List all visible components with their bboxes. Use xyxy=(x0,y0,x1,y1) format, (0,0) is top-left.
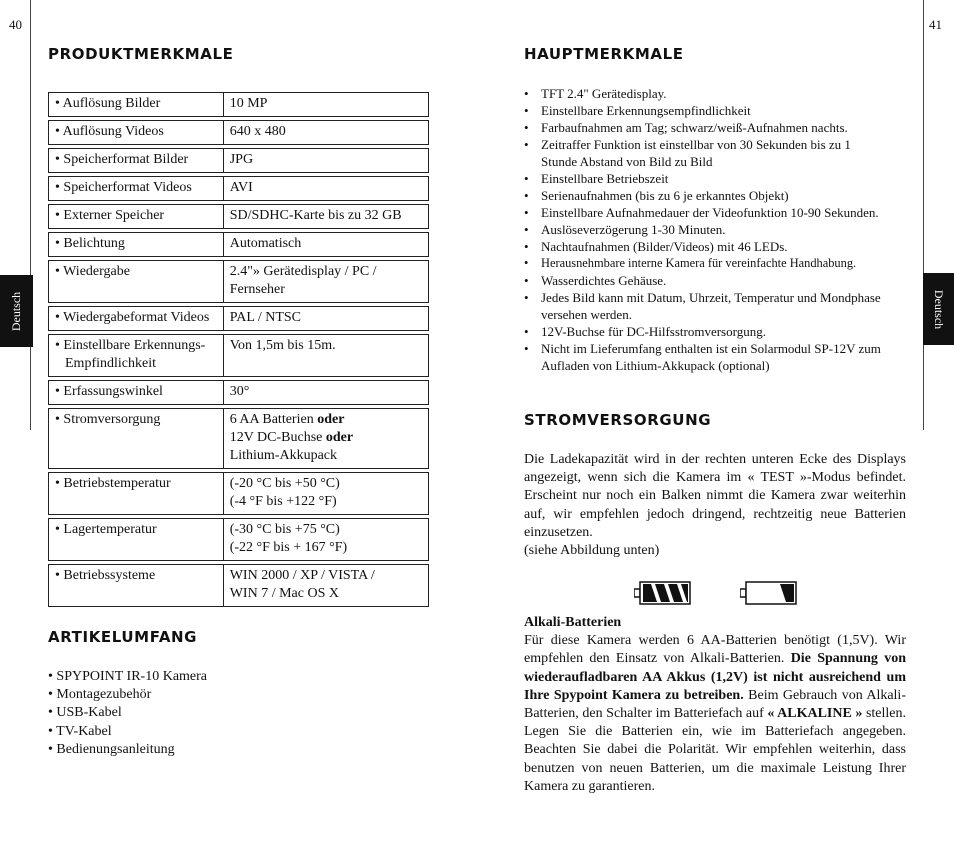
spec-value-text: (-30 °C bis +75 °C) xyxy=(229,522,340,537)
list-item: • Zeitraffer Funktion ist einstellbar von 30 Sekunden bis zu 1 Stunde Abstand von Bild zu Bild xyxy=(524,136,890,170)
spec-value-text: Von 1,5m bis 15m. xyxy=(229,338,336,353)
spec-value xyxy=(223,334,429,377)
spec-label-text: • Erfassungswinkel xyxy=(55,384,163,399)
spec-label xyxy=(48,518,223,561)
list-item: • Einstellbare Aufnahmedauer der Videofunktion 10-90 Sekunden. xyxy=(524,204,890,221)
list-item: • Einstellbare Erkennungsempfindlichkeit xyxy=(524,102,890,119)
spec-value xyxy=(223,92,429,117)
list-item: • Herausnehmbare interne Kamera für vereinfachte Handhabung. xyxy=(524,255,890,272)
spec-label-text: • Betriebssysteme xyxy=(55,568,156,583)
spec-value xyxy=(223,232,429,257)
spec-label-text: • Stromversorgung xyxy=(55,412,161,427)
spec-value-text: WIN 7 / Mac OS X xyxy=(229,586,339,601)
list-item: • Serienaufnahmen (bis zu 6 je erkanntes Objekt) xyxy=(524,187,890,204)
list-item: • Bedienungsanleitung xyxy=(48,741,175,757)
spec-label-text: • Externer Speicher xyxy=(55,208,165,223)
list-item: • Montagezubehör xyxy=(48,687,152,703)
spec-value-text: 12V DC-Buchse xyxy=(229,430,326,445)
spec-value-text: SD/SDHC-Karte bis zu 32 GB xyxy=(229,208,402,223)
table-row xyxy=(48,564,429,607)
alkaline-text-1: Für diese Kamera werden 6 AA-Batterien benötigt (1,5V). Wir empfehlen den Einsatz von Alkali-Batterien. xyxy=(524,633,906,667)
table-row xyxy=(48,260,429,303)
spec-label xyxy=(48,472,223,515)
power-heading: STROMVERSORGUNG xyxy=(524,411,712,429)
list-item: • Auslöseverzögerung 1-30 Minuten. xyxy=(524,221,890,238)
spec-value xyxy=(223,176,429,201)
spec-label xyxy=(48,232,223,257)
table-row xyxy=(48,92,429,117)
alkaline-paragraph xyxy=(524,614,906,796)
spec-label-text: • Wiedergabe xyxy=(55,264,130,279)
alkaline-warning: Die Spannung von wiederaufladbaren AA Akkus (1,2V) ist nicht ausreichend um Ihre Spypoint Kamera zu betreiben. xyxy=(524,651,906,703)
main-features-list xyxy=(524,85,890,374)
spec-value-text: (-20 °C bis +50 °C) xyxy=(229,476,340,491)
list-item: • USB-Kabel xyxy=(48,705,122,721)
list-item: • Nachtaufnahmen (Bilder/Videos) mit 46 LEDs. xyxy=(524,238,890,255)
table-row xyxy=(48,204,429,229)
list-item: • Wasserdichtes Gehäuse. xyxy=(524,272,890,289)
list-item: • Farbaufnahmen am Tag; schwarz/weiß-Aufnahmen nachts. xyxy=(524,119,890,136)
spec-value-text: Automatisch xyxy=(229,236,302,251)
table-row xyxy=(48,148,429,173)
main-features-heading: HAUPTMERKMALE xyxy=(524,45,684,63)
spec-value xyxy=(223,306,429,331)
spec-label-text: • Lagertemperatur xyxy=(55,522,157,537)
left-language-tab-label: Deutsch xyxy=(9,291,24,331)
right-page-number: 41 xyxy=(929,17,942,32)
right-language-tab xyxy=(923,273,954,345)
spec-value-text: 6 AA Batterien xyxy=(229,412,318,427)
spec-label xyxy=(48,148,223,173)
spec-value xyxy=(223,564,429,607)
left-language-tab xyxy=(0,275,33,347)
spec-value-text: JPG xyxy=(229,152,254,167)
spec-value xyxy=(223,148,429,173)
spec-label-text: • Speicherformat Bilder xyxy=(55,152,189,167)
spec-label-text: • Speicherformat Videos xyxy=(55,180,192,195)
spec-label xyxy=(48,260,223,303)
spec-value xyxy=(223,120,429,145)
spec-value-text: 10 MP xyxy=(229,96,268,111)
spec-value xyxy=(223,380,429,405)
spec-label xyxy=(48,306,223,331)
spec-value-text: (-22 °F bis + 167 °F) xyxy=(229,540,348,555)
spec-label xyxy=(48,120,223,145)
specs-table xyxy=(48,89,429,610)
spec-value xyxy=(223,472,429,515)
table-row xyxy=(48,120,429,145)
spec-label-text: • Auflösung Bilder xyxy=(55,96,161,111)
spec-value-emphasis: oder xyxy=(317,412,345,427)
alkaline-switch-label: « ALKALINE » xyxy=(767,706,863,722)
spec-label-text: • Wiedergabeformat Videos xyxy=(55,310,210,325)
spec-label-text: • Betriebstemperatur xyxy=(55,476,171,491)
table-row xyxy=(48,408,429,469)
table-row xyxy=(48,334,429,377)
table-row xyxy=(48,176,429,201)
list-item: • 12V-Buchse für DC-Hilfsstromversorgung. xyxy=(524,323,890,340)
right-margin-rule xyxy=(923,0,924,430)
list-item: • Nicht im Lieferumfang enthalten ist ein Solarmodul SP-12V zum Aufladen von Lithium-Akkupack (optional) xyxy=(524,340,890,374)
spec-label xyxy=(48,380,223,405)
power-note: (siehe Abbildung unten) xyxy=(524,543,660,559)
table-row xyxy=(48,472,429,515)
alkaline-heading: Alkali-Batterien xyxy=(524,615,622,630)
spec-label xyxy=(48,408,223,469)
battery-full-icon xyxy=(634,581,692,605)
spec-label-text: • Auflösung Videos xyxy=(55,124,164,139)
spec-value-text: PAL / NTSC xyxy=(229,310,302,325)
spec-label xyxy=(48,204,223,229)
left-margin-rule xyxy=(30,0,31,430)
left-page-number: 40 xyxy=(9,17,22,32)
table-row xyxy=(48,380,429,405)
table-row xyxy=(48,518,429,561)
spec-value xyxy=(223,518,429,561)
spec-value-text: WIN 2000 / XP / VISTA / xyxy=(229,568,375,583)
spec-label xyxy=(48,564,223,607)
spec-label xyxy=(48,92,223,117)
spec-label-text: • Einstellbare Erkennungs- Empfindlichkeit xyxy=(55,338,206,371)
alkaline-text-3: stellen. Legen Sie die Batterien ein, wie im Batteriefach angegeben. Beachten Sie dabei die Polarität. Wir empfehlen weiterhin, dass benutzen von neuen Batterien, um die maximale Leistung Ihrer Kamera zu garantieren. xyxy=(524,706,906,794)
alkaline-text-2: Beim Gebrauch von Alkali-Batterien, den Schalter im Batteriefach auf xyxy=(524,687,906,722)
spec-value xyxy=(223,204,429,229)
list-item: • Einstellbare Betriebszeit xyxy=(524,170,890,187)
spec-value-text: 640 x 480 xyxy=(229,124,286,139)
spec-label xyxy=(48,176,223,201)
contents-list xyxy=(48,668,207,759)
spec-value-text: AVI xyxy=(229,180,253,195)
power-paragraph xyxy=(524,451,906,560)
table-row xyxy=(48,306,429,331)
spec-value-text: 2.4"» Gerätedisplay / PC / Fernseher xyxy=(229,264,377,297)
power-text: Die Ladekapazität wird in der rechten unteren Ecke des Displays angezeigt, wenn sich die Kamera im « TEST »-Modus befindet. Erscheint nur noch ein Balken nimmt die Kamera zwar weiterhin auf, wir empfehlen jedoch dringend, rechtzeitig neue Batterien einzusetzen. xyxy=(524,452,906,540)
spec-label-text: • Belichtung xyxy=(55,236,125,251)
spec-value xyxy=(223,260,429,303)
spec-value xyxy=(223,408,429,469)
list-item: • TFT 2.4" Gerätedisplay. xyxy=(524,85,890,102)
list-item: • SPYPOINT IR-10 Kamera xyxy=(48,669,208,684)
spec-value-text: Lithium-Akkupack xyxy=(229,448,338,463)
spec-value-text: 30° xyxy=(229,384,250,399)
list-item: • Jedes Bild kann mit Datum, Uhrzeit, Temperatur und Mondphase versehen werden. xyxy=(524,289,890,323)
battery-low-icon xyxy=(740,581,798,605)
spec-label xyxy=(48,334,223,377)
spec-value-text: (-4 °F bis +122 °F) xyxy=(229,494,337,509)
table-row xyxy=(48,232,429,257)
spec-value-emphasis: oder xyxy=(325,430,354,445)
list-item: • TV-Kabel xyxy=(48,723,112,739)
right-language-tab-label: Deutsch xyxy=(932,289,947,329)
contents-heading: ARTIKELUMFANG xyxy=(48,628,198,646)
features-heading: PRODUKTMERKMALE xyxy=(48,45,234,63)
